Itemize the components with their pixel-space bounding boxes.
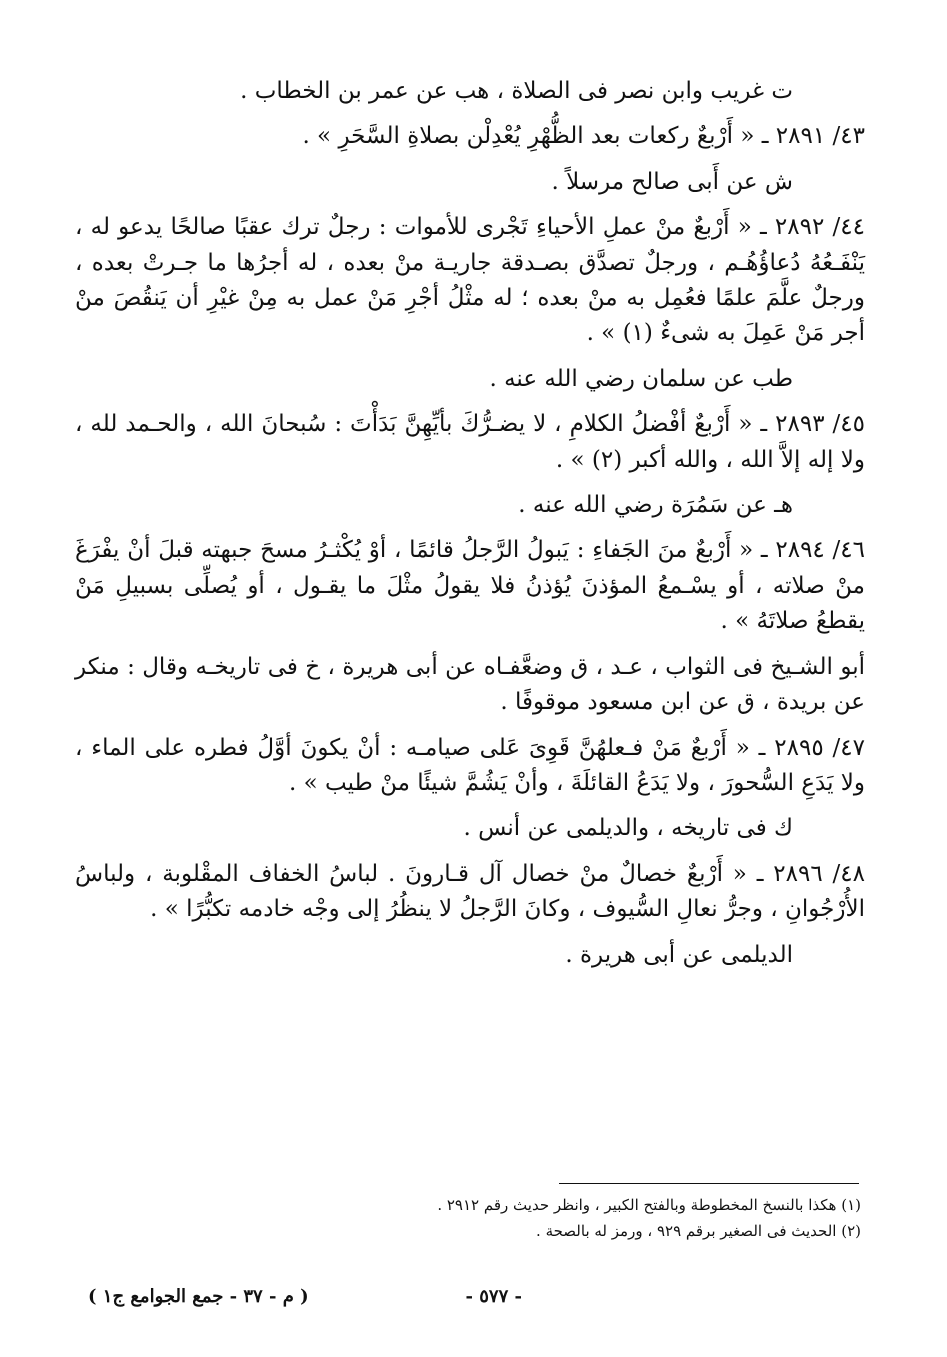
body-text	[75, 74, 865, 983]
signature-mark: ( م - ٣٧ - جمع الجوامع ج١ )	[88, 1286, 309, 1307]
paragraph-source-1: ش عن أَبى صالح مرسلاً .	[551, 168, 793, 195]
paragraph-hadith-2894: ٤٦/ ٢٨٩٤ ـ « أَرْبعٌ منَ الجَفاءِ : يَبولُ الرَّجلُ قائمًا ، أوْ يُكْثـرُ مسحَ جبهته قبلَ أنْ يفْرَغَ منْ صلاته ، أو يسْـمعُ المؤذنَ يُؤذنُ فلا يقولُ مثْلَ ما يقـول ، أو يُصلِّى بسبيلِ مَنْ يقطعُ صلاتَهُ » .	[75, 537, 866, 635]
page-number: - ٥٧٧ -	[465, 1286, 522, 1307]
paragraph-hadith-2891: ٤٣/ ٢٨٩١ ـ « أَرْبعٌ ركعات بعد الظُّهْرِ يُعْدِلْن بصلاةِ السَّحَرِ » .	[302, 123, 865, 150]
paragraph-hadith-2893: ٤٥/ ٢٨٩٣ ـ « أَرْبعٌ أفْضلُ الكلامِ ، لا يضـرُّكَ بأيِّهِنَّ بَدَأْتَ : سُبحانَ الله ، والحـمد لله ، ولا إله إلاَّ الله ، والله أكبر (٢) » .	[75, 411, 865, 473]
paragraph-hadith-2892: ٤٤/ ٢٨٩٢ ـ « أَرْبعٌ منْ عملِ الأحياءِ تَجْرى للأموات : رجلٌ ترك عقبًا صالحًا يدعو له ، يَنْفَـعُهُ دُعاؤُهُـم ، ورجلٌ تصدَّق بصـدقة جاريـة منْ بعده ، له أجرُها ما جـرتْ بعده ، ورجلٌ علَّمَ علمًا فعُمِل به منْ بعده ؛ له مثْلُ أجْرِ مَنْ عمل به مِنْ غيْرِ أن يَنقُصَ منْ أجر مَنْ عَمِلَ به شىءٌ (١) » .	[75, 214, 866, 347]
paragraph-source-6: الديلمى عن أبى هريرة .	[565, 941, 793, 968]
paragraph-hadith-2896: ٤٨/ ٢٨٩٦ ـ « أَرْبعٌ خصالٌ منْ خصال آل قـارونَ . لباسُ الخفاف المقْلوبة ، ولباسُ الأُرْجُوانِ ، وجرُّ نعالِ السُّيوف ، وكانَ الرَّجلُ لا ينظُرُ إلى وجْه خادمه تكبُّرًا » .	[75, 860, 865, 923]
paragraph-source-4: أبو الشـيخ فى الثواب ، عـد ، ق وضعَّفـاه عن أبى هريرة ، خ فى تاريخـه وقال : منكر عن بريدة ، ق عن ابن مسعود موقوفًا .	[75, 653, 865, 716]
footnote-divider	[559, 1183, 859, 1184]
paragraph-source-5: ك فى تاريخه ، والديلمى عن أنس .	[463, 815, 793, 842]
footnotes	[81, 1192, 861, 1245]
paragraph-source-3: هـ عن سَمُرَة رضي الله عنه .	[518, 492, 793, 519]
footnote-2: (٢) الحديث فى الصغير برقم ٩٢٩ ، ورمز له بالصحة .	[536, 1222, 861, 1241]
paragraph-source-2: طب عن سلمان رضي الله عنه .	[489, 365, 793, 392]
footnote-1: (١) هكذا بالنسخ المخطوطة وبالفتح الكبير ، وانظر حديث رقم ٢٩١٢ .	[437, 1196, 861, 1214]
paragraph-source-0: ت غريب وابن نصر فى الصلاة ، هب عن عمر بن الخطاب .	[240, 78, 793, 104]
page-footer	[0, 1286, 947, 1326]
paragraph-hadith-2895: ٤٧/ ٢٨٩٥ ـ « أَرْبعٌ مَنْ فـعلهُنَّ قَوِىَ عَلى صيامـه : أنْ يكونَ أوَّلُ فطره على الماء ، ولا يَدَعِ السُّحورَ ، ولا يَدَعُ القائلَةَ ، وأنْ يَشُمَّ شيئًا منْ طيب » .	[75, 734, 865, 796]
